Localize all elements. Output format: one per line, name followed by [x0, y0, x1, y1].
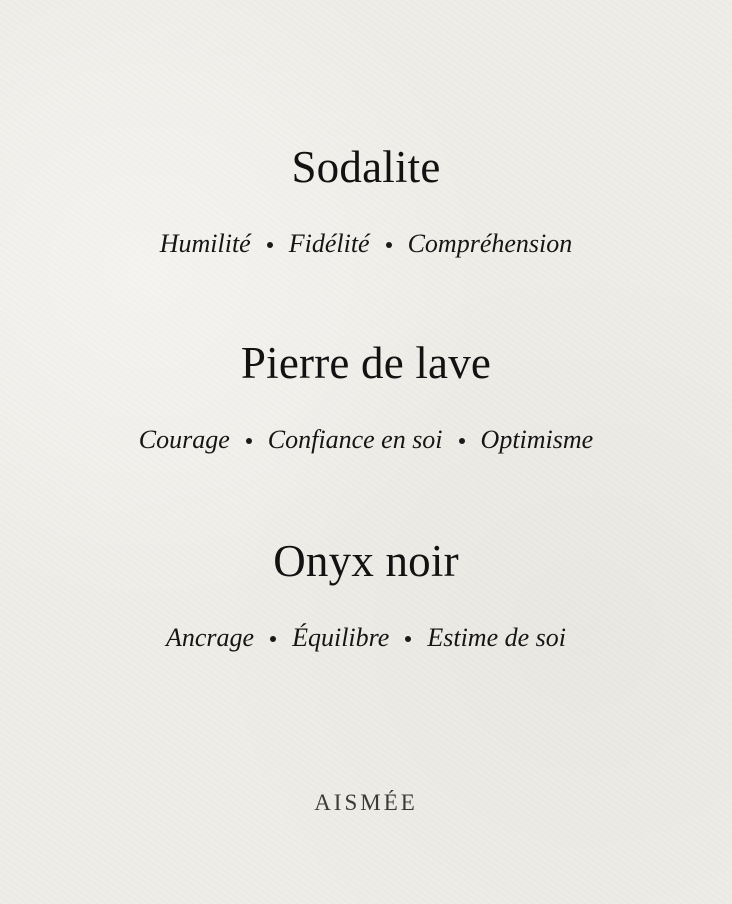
stone-title: Sodalite: [291, 142, 441, 192]
quality-text: Courage: [138, 425, 230, 454]
bullet-separator-icon: [459, 438, 465, 444]
stone-qualities: [0, 229, 732, 259]
brand-logo: AISMÉE: [314, 790, 418, 815]
bullet-separator-icon: [405, 636, 411, 642]
quality-text: Fidélité: [288, 229, 370, 258]
stone-section-sodalite: [0, 141, 732, 259]
quality-text: Humilité: [159, 229, 251, 258]
quality-text: Optimisme: [480, 425, 594, 454]
stone-title: Onyx noir: [273, 536, 459, 586]
stone-qualities: [0, 623, 732, 653]
quality-text: Compréhension: [407, 229, 573, 258]
bullet-separator-icon: [386, 242, 392, 248]
stone-section-onyx-noir: [0, 535, 732, 653]
quality-text: Ancrage: [166, 623, 255, 652]
bullet-separator-icon: [270, 636, 276, 642]
bullet-separator-icon: [246, 438, 252, 444]
quality-text: Estime de soi: [427, 623, 566, 652]
stone-qualities: [0, 425, 732, 455]
stone-section-pierre-de-lave: [0, 337, 732, 455]
stone-title: Pierre de lave: [240, 338, 492, 388]
quality-text: Équilibre: [292, 623, 390, 652]
quality-text: Confiance en soi: [267, 425, 443, 454]
bullet-separator-icon: [267, 242, 273, 248]
